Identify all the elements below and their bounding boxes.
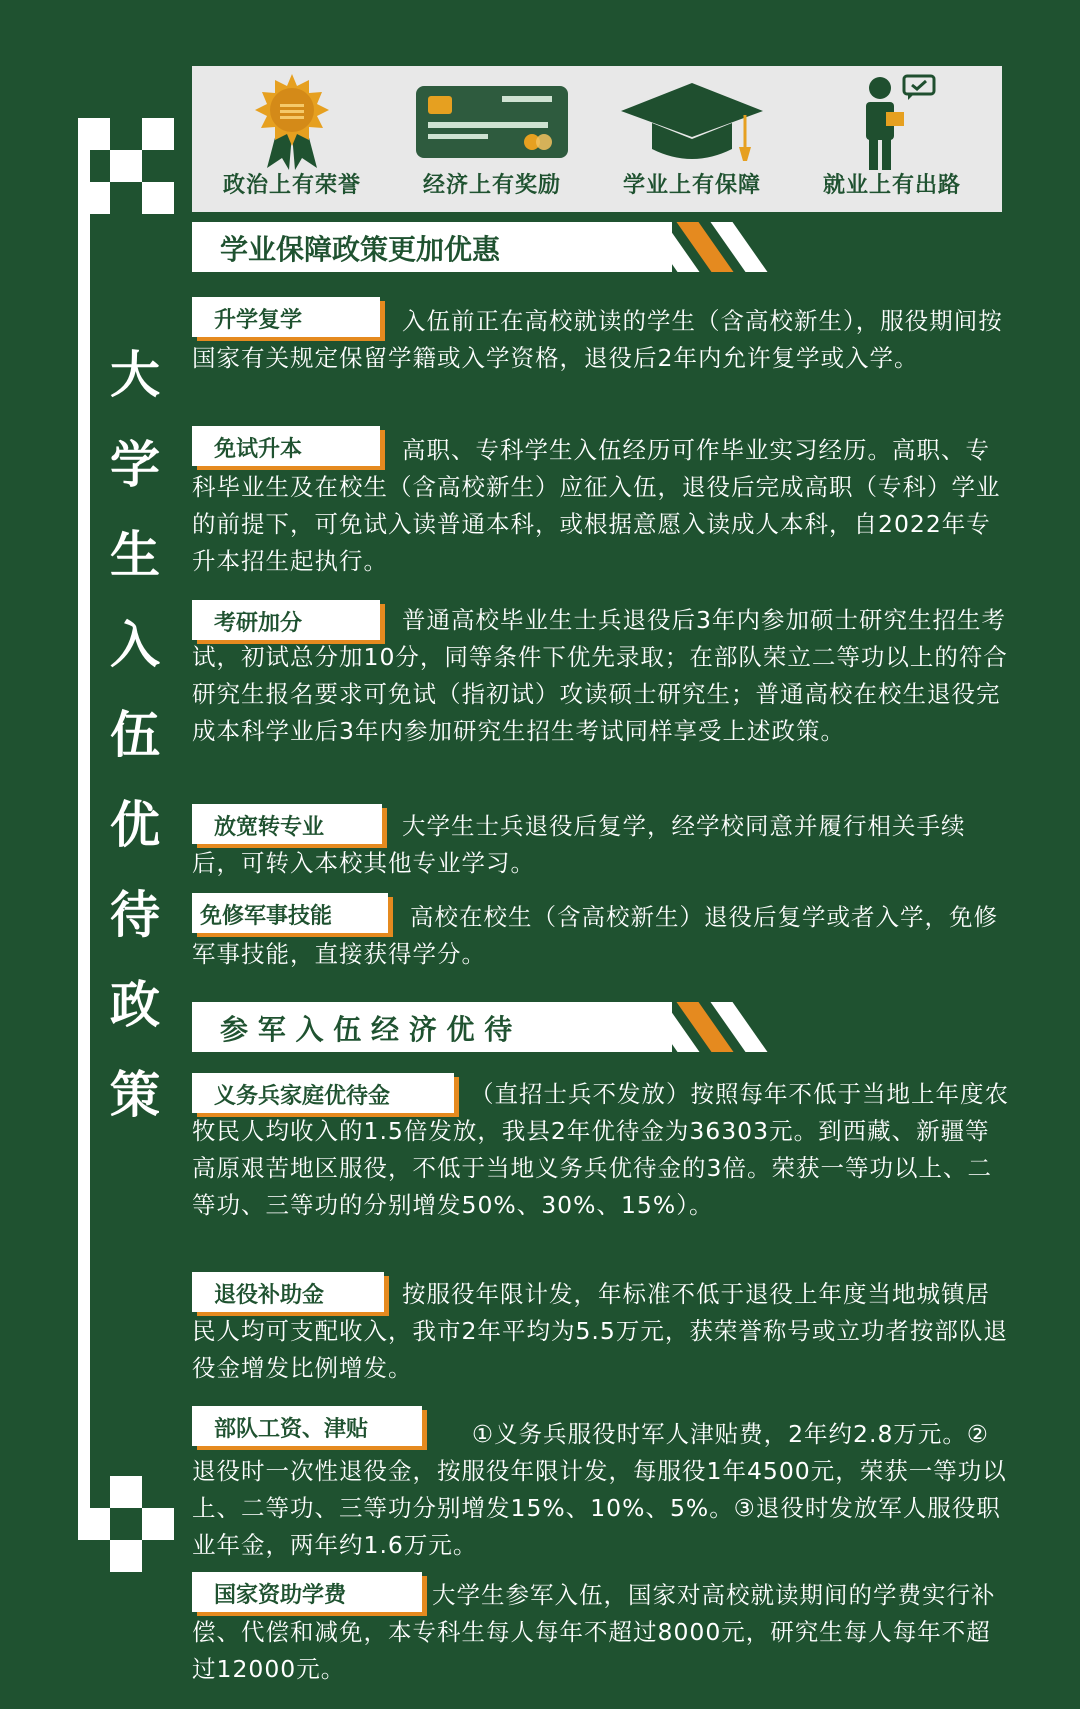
title-char: 生 [110, 525, 160, 584]
item-text-content: （直招士兵不发放）按照每年不低于当地上年度农牧民人均收入的1.5倍发放，我县2年优待金为36303元。到西藏、新疆等高原艰苦地区服役，不低于当地义务兵优待金的3倍。荣获一等功以上、二等功、三等功的分别增发50%、30%、15%）。 [192, 1080, 1009, 1219]
item-text [192, 1577, 1012, 1688]
item-tag: 部队工资、津贴 [192, 1406, 422, 1446]
benefit-label: 经济上有奖励 [422, 173, 561, 198]
vertical-divider-line [78, 150, 90, 1526]
benefit-academic [592, 66, 792, 212]
vertical-title [92, 330, 178, 1140]
title-char: 优 [110, 795, 160, 854]
item-text-content: 普通高校毕业生士兵退役后3年内参加硕士研究生招生考试，初试总分加10分，同等条件下优先录取；在部队荣立二等功以上的符合研究生报名要求可免试（指初试）攻读硕士研究生；普通高校在校生退役完成本科学业后3年内参加研究生招生考试同样享受上述政策。 [192, 606, 1008, 745]
graduation-cap-icon [592, 72, 792, 172]
bank-card-icon [392, 72, 592, 172]
item-text-content: ①义务兵服役时军人津贴费，2年约2.8万元。②退役时一次性退役金，按服役年限计发，每服役1年4500元，荣获一等功以上、二等功、三等功分别增发15%、10%、5%。③退役时发放军人服役职业年金，两年约1.6万元。 [192, 1420, 1007, 1559]
item-tag: 义务兵家庭优待金 [192, 1073, 454, 1113]
section-header-economic [192, 1002, 778, 1052]
item-text-content: 大学生参军入伍，国家对高校就读期间的学费实行补偿、代偿和减免，本专科生每人每年不超过8000元，研究生每人每年不超过12000元。 [192, 1581, 996, 1683]
title-char: 伍 [110, 705, 160, 764]
benefit-label: 学业上有保障 [622, 173, 761, 198]
section-title: 参 军 入 伍 经 济 优 待 [220, 1013, 513, 1046]
title-char: 政 [110, 975, 160, 1034]
benefit-employment [792, 66, 992, 212]
benefit-political [192, 66, 392, 212]
section-header-academic [192, 222, 778, 272]
benefit-label: 政治上有荣誉 [222, 173, 361, 198]
item-tag: 考研加分 [192, 600, 380, 640]
item-text [192, 602, 1012, 750]
title-char: 入 [110, 615, 160, 674]
item-text [192, 899, 1012, 973]
speaker-person-icon [792, 72, 992, 172]
item-text-content: 高校在校生（含高校新生）退役后复学或者入学，免修军事技能，直接获得学分。 [192, 903, 998, 968]
item-text-content: 高职、专科学生入伍经历可作毕业实习经历。高职、专科毕业生及在校生（含高校新生）应征入伍，退役后完成高职（专科）学业的前提下，可免试入读普通本科，或根据意愿入读成人本科，自2022年专升本招生起执行。 [192, 436, 1001, 575]
item-tag: 升学复学 [192, 297, 380, 337]
item-text-content: 按服役年限计发，年标准不低于退役上年度当地城镇居民人均可支配收入，我市2年平均为5.5万元，获荣誉称号或立功者按部队退役金增发比例增发。 [192, 1280, 1008, 1382]
title-char: 待 [110, 885, 160, 944]
item-text [192, 1416, 1012, 1564]
item-text [192, 1276, 1012, 1387]
benefit-economic [392, 66, 592, 212]
title-char: 策 [110, 1065, 160, 1124]
item-tag: 免修军事技能 [192, 893, 388, 933]
title-char: 大 [110, 345, 160, 404]
item-tag: 免试升本 [192, 426, 380, 466]
item-text-content: 大学生士兵退役后复学，经学校同意并履行相关手续后，可转入本校其他专业学习。 [192, 812, 966, 877]
item-tag: 放宽转专业 [192, 804, 382, 844]
item-text [192, 432, 1012, 580]
section-title: 学业保障政策更加优惠 [220, 233, 501, 266]
title-char: 学 [110, 435, 160, 494]
medal-icon [192, 72, 392, 172]
benefit-label: 就业上有出路 [822, 173, 961, 198]
item-text [192, 303, 1012, 377]
item-text [192, 808, 1012, 882]
item-tag: 国家资助学费 [192, 1572, 422, 1612]
item-tag: 退役补助金 [192, 1272, 384, 1312]
benefits-icon-panel [192, 66, 1002, 212]
item-text [192, 1076, 1012, 1224]
item-text-content: 入伍前正在高校就读的学生（含高校新生），服役期间按国家有关规定保留学籍或入学资格，退役后2年内允许复学或入学。 [192, 307, 1003, 372]
